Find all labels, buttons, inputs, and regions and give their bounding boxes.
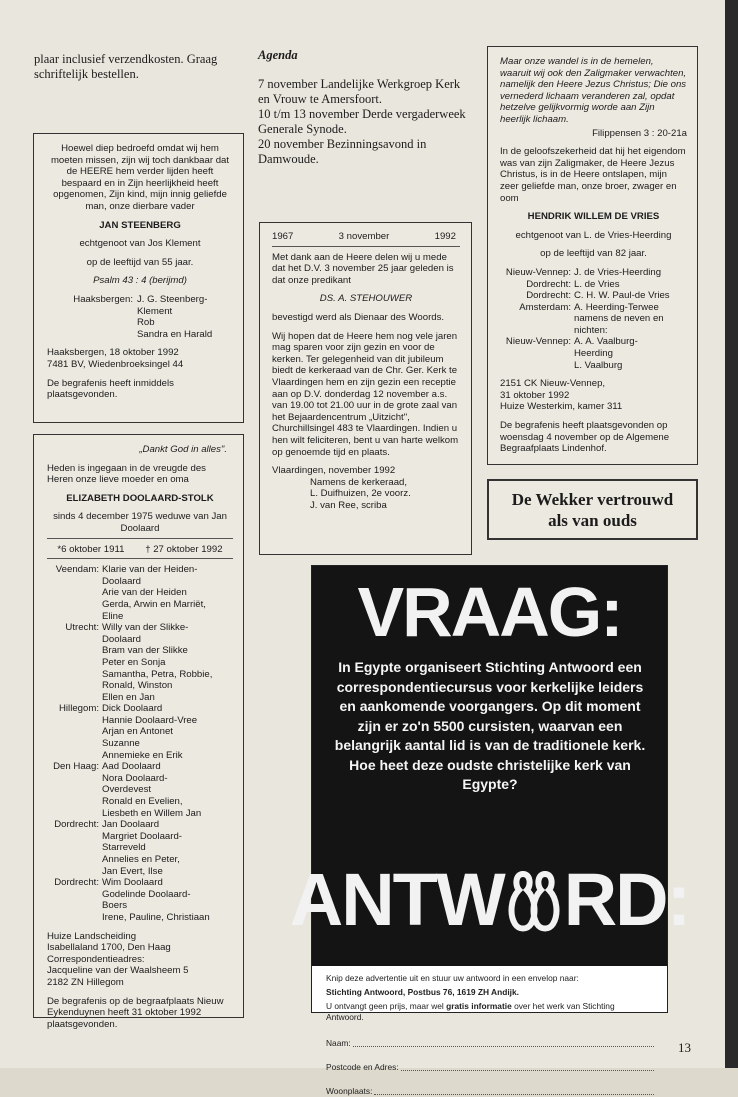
form-note: over het werk van Stichting Antwoord. [326,1001,615,1022]
deceased-name: ELIZABETH DOOLAARD-STOLK [66,492,214,504]
family-name: Jan Doolaard [102,819,160,831]
family-name: Arjan en Antonet [102,726,173,738]
address-line: Huize Landscheiding [47,930,137,942]
family-name: Nora Doolaard- [102,772,168,784]
ad-response-form [326,973,654,1097]
year-end: 1992 [434,231,456,242]
family-name: Sandra en Harald [137,328,213,340]
bowling-pins-icon [505,868,563,932]
family-place: Dordrecht: [54,819,99,831]
family-name: Doolaard [102,633,141,645]
family-name: Bram van der Slikke [102,645,188,657]
slogan-line: De Wekker vertrouwd [511,490,674,509]
spouse-line: echtgenoot van Jos Klement [79,238,201,250]
death-date: † 27 oktober 1992 [145,543,223,555]
age-line: op de leeftijd van 82 jaar. [540,248,647,260]
name-field-label: Naam: [326,1038,351,1048]
funeral-notice: De begrafenis heeft plaatsgevonden op woensdag 4 november op de Algemene Begraafplaats Lindenhof. [500,420,670,455]
family-place: Amsterdam: [519,301,571,313]
deceased-name: JAN STEENBERG [99,219,181,231]
family-name: A. A. Vaalburg- [574,336,638,348]
family-name: Ellen en Jan [102,691,155,703]
family-name: Suzanne [102,738,140,750]
address-field[interactable] [326,1049,654,1073]
family-place: Nieuw-Vennep: [505,266,571,278]
address-line: Jacqueline van der Waalsheem 5 [47,965,189,977]
family-name: Starreveld [102,842,146,854]
ad-answer-start: ANTW [289,858,504,941]
obituary-devries [487,46,698,465]
form-instruction: Knip deze advertentie uit en stuur uw antwoord in een envelop naar: [326,973,579,983]
family-name: Heerding [574,348,613,360]
family-name: Annemieke en Erik [102,749,183,761]
family-name: Liesbeth en Willem Jan [102,807,202,819]
family-entry [500,336,687,371]
family-name: Samantha, Petra, Robbie, [102,668,213,680]
continuation-text: plaar inclusief verzendkosten. Graag schriftelijk bestellen. [34,52,218,81]
obituary-intro: Hoewel diep bedroefd omdat wij hem moeten missen, zijn wij toch dankbaar dat de HEERE hem verder lijden heeft bespaard en in Zijn heerlijkheid heeft opgenomen, Zijn kind, mijn innig geliefde man, onze dierbare vader [50,143,230,212]
family-entry [500,302,687,337]
family-place: Den Haag: [53,761,99,773]
address-field-label: Postcode en Adres: [326,1062,399,1072]
family-entry [500,290,687,302]
bible-verse: Maar onze wandel is in de hemelen, waaruit wij ook den Zaligmaker verwachten, namelijk den Heere Jezus Christus; Die ons vernederd lichaam veranderen zal, opdat hetzelve gelijkvormig worde aan Zijn heerlijk lichaam. [500,56,687,125]
address-line: Haaksbergen, 18 oktober 1992 [47,347,179,359]
family-name: A. Heerding-Terwee [574,301,659,313]
family-name: nichten: [574,324,608,336]
family-name: Klement [137,305,173,317]
family-name: Willy van der Slikke- [102,622,189,634]
family-name: Eline [102,610,124,622]
family-name: Gerda, Arwin en Marriët, [102,598,206,610]
family-name: namens de neven en [574,313,664,325]
announcement-intro: Met dank aan de Heere delen wij u mede dat het D.V. 3 november 25 jaar geleden is dat onze predikant [272,251,454,286]
family-entry [500,279,687,291]
family-name: Aad Doolaard [102,761,161,773]
jubilee-date: 3 november [338,231,390,242]
funeral-notice: De begrafenis op de begraafplaats Nieuw Eykenduynen heeft 31 oktober 1992 plaatsgevonden. [47,995,224,1030]
ad-answer-panel [289,858,690,966]
city-field-label: Woonplaats: [326,1086,373,1096]
obituary-doolaard [33,434,244,1030]
family-place: Haaksbergen: [73,293,133,305]
announcement-stehouwer [259,222,472,555]
family-entry [47,761,233,819]
scan-edge [725,0,738,1068]
family-place: Nieuw-Vennep: [505,336,571,348]
family-entry [47,564,233,622]
year-start: 1967 [272,231,294,242]
family-name: L. de Vries [574,278,620,290]
obituary-steenberg [33,133,244,423]
agenda-item: 7 november Landelijke Werkgroep Kerk en Vrouw te Amersfoort. [258,77,461,106]
family-name: Ronald en Evelien, [102,796,183,808]
ad-headline: VRAAG: [357,573,622,651]
family-name: Hannie Doolaard-Vree [102,714,198,726]
signer: L. Duifhuizen, 2e voorz. [310,488,411,500]
signed-place: Vlaardingen, november 1992 [272,465,396,477]
deceased-name: HENDRIK WILLEM DE VRIES [527,211,660,223]
quote: „Dankt God in alles". [139,444,227,455]
family-entry [47,819,233,877]
birth-date: *6 oktober 1911 [57,543,125,555]
announcement-text: bevestigd werd als Dienaar des Woords. [272,311,445,323]
widow-line: sinds 4 december 1975 weduwe van Jan Doolaard [53,511,227,534]
de-wekker-slogan [487,479,698,540]
family-entry [500,267,687,279]
family-entry [47,703,233,761]
slogan-line: als van ouds [548,511,637,530]
name-field[interactable] [326,1025,654,1049]
psalm-reference: Psalm 43 : 4 (berijmd) [93,275,187,287]
ad-answer-end: RD: [563,858,690,941]
family-name: Boers [102,900,128,912]
ad-question-panel [312,566,667,872]
family-list [500,267,687,371]
family-entry [47,622,233,703]
address-line: 2151 CK Nieuw-Vennep, [500,378,606,390]
address-line: 2182 ZN Hillegom [47,976,124,988]
family-name: Doolaard [102,575,141,587]
family-entry [47,294,233,340]
family-name: Dick Doolaard [102,703,163,715]
spouse-line: echtgenoot van L. de Vries-Heerding [515,229,672,241]
family-place: Dordrecht: [54,877,99,889]
family-name: Margriet Doolaard- [102,830,182,842]
signer: Namens de kerkeraad, [310,476,408,488]
family-list [47,564,233,923]
minister-name: DS. A. STEHOUWER [319,293,413,305]
ad-body-text: In Egypte organiseert Stichting Antwoord een correspondentiecursus voor kerkelijke leiders en aankomende voorgangers. Op dit moment zijn er zo'n 5500 cursisten, waarvan een belangrijk aantal lid is van de traditionele kerk. Hoe heet deze oudste christelijke kerk van Egypte? [334,659,646,792]
agenda-item: 10 t/m 13 november Derde vergaderweek Generale Synode. [258,107,466,136]
family-name: Arie van der Heiden [102,587,187,599]
agenda-title: Agenda [258,48,298,62]
family-name: J. G. Steenberg- [137,293,208,305]
announcement-text: Wij hopen dat de Heere hem nog vele jaren mag sparen voor zijn gezin en voor de kerken. Ter gelegenheid van dit jubileum biedt de kerkeraad van de Chr. Ger. Kerk te Vlaardingen hem en zijn gezin een receptie aan op D.V. donderdag 12 november a.s. van 19.00 tot 21.00 uur in de grote zaal van het Bejaardencentrum „Uitzicht", Churchillsingel 483 te Vlaardingen. Indien u hen wilt feliciteren, bent u van harte welkom op genoemde tijd en plaats. [272,330,459,458]
family-name: Irene, Pauline, Christiaan [102,911,210,923]
obituary-intro: In de geloofszekerheid dat hij het eigendom was van zijn Zaligmaker, de Heere Jezus Christus, is in de Heere ontslapen, mijn zeer geliefde man, onze broer, zwager en oom [500,146,686,204]
address-line: Isabellaland 1700, Den Haag [47,942,171,954]
family-name: Peter en Sonja [102,656,166,668]
family-name: Overdevest [102,784,152,796]
agenda-item: 20 november Bezinningsavond in Damwoude. [258,137,427,166]
family-name: C. H. W. Paul-de Vries [574,290,670,302]
obituary-intro: Heden is ingegaan in de vreugde des Heren onze lieve moeder en oma [47,462,206,486]
family-name: Klarie van der Heiden- [102,564,198,576]
family-place: Dordrecht: [526,278,571,290]
address-line: 31 oktober 1992 [500,389,570,401]
family-name: Jan Evert, Ilse [102,865,163,877]
family-name: Wim Doolaard [102,877,163,889]
city-field[interactable] [326,1073,654,1097]
family-place: Hillegom: [59,703,99,715]
family-name: Rob [137,317,155,329]
family-entry [47,877,233,923]
funeral-notice: De begrafenis heeft inmiddels plaatsgevonden. [47,377,174,401]
family-name: Godelinde Doolaard- [102,888,191,900]
signer: J. van Ree, scriba [310,499,387,511]
address-line: 7481 BV, Wiedenbroeksingel 44 [47,358,184,370]
page-number: 13 [678,1040,691,1055]
family-place: Veendam: [55,564,99,576]
form-note-bold: gratis informatie [446,1001,512,1011]
family-name: Ronald, Winston [102,680,173,692]
form-address: Stichting Antwoord, Postbus 76, 1619 ZH Andijk. [326,987,519,997]
family-name: L. Vaalburg [574,359,623,371]
family-place: Dordrecht: [526,290,571,302]
agenda [258,48,473,167]
address-line: Huize Westerkim, kamer 311 [500,401,623,413]
address-line: Correspondentieadres: [47,953,145,965]
age-line: op de leeftijd van 55 jaar. [86,256,194,268]
family-name: Annelies en Peter, [102,854,180,865]
family-name: J. de Vries-Heerding [574,266,662,278]
form-note: U ontvangt geen prijs, maar wel [326,1001,444,1011]
family-place: Utrecht: [65,622,99,634]
verse-reference: Filippensen 3 : 20-21a [592,127,687,139]
